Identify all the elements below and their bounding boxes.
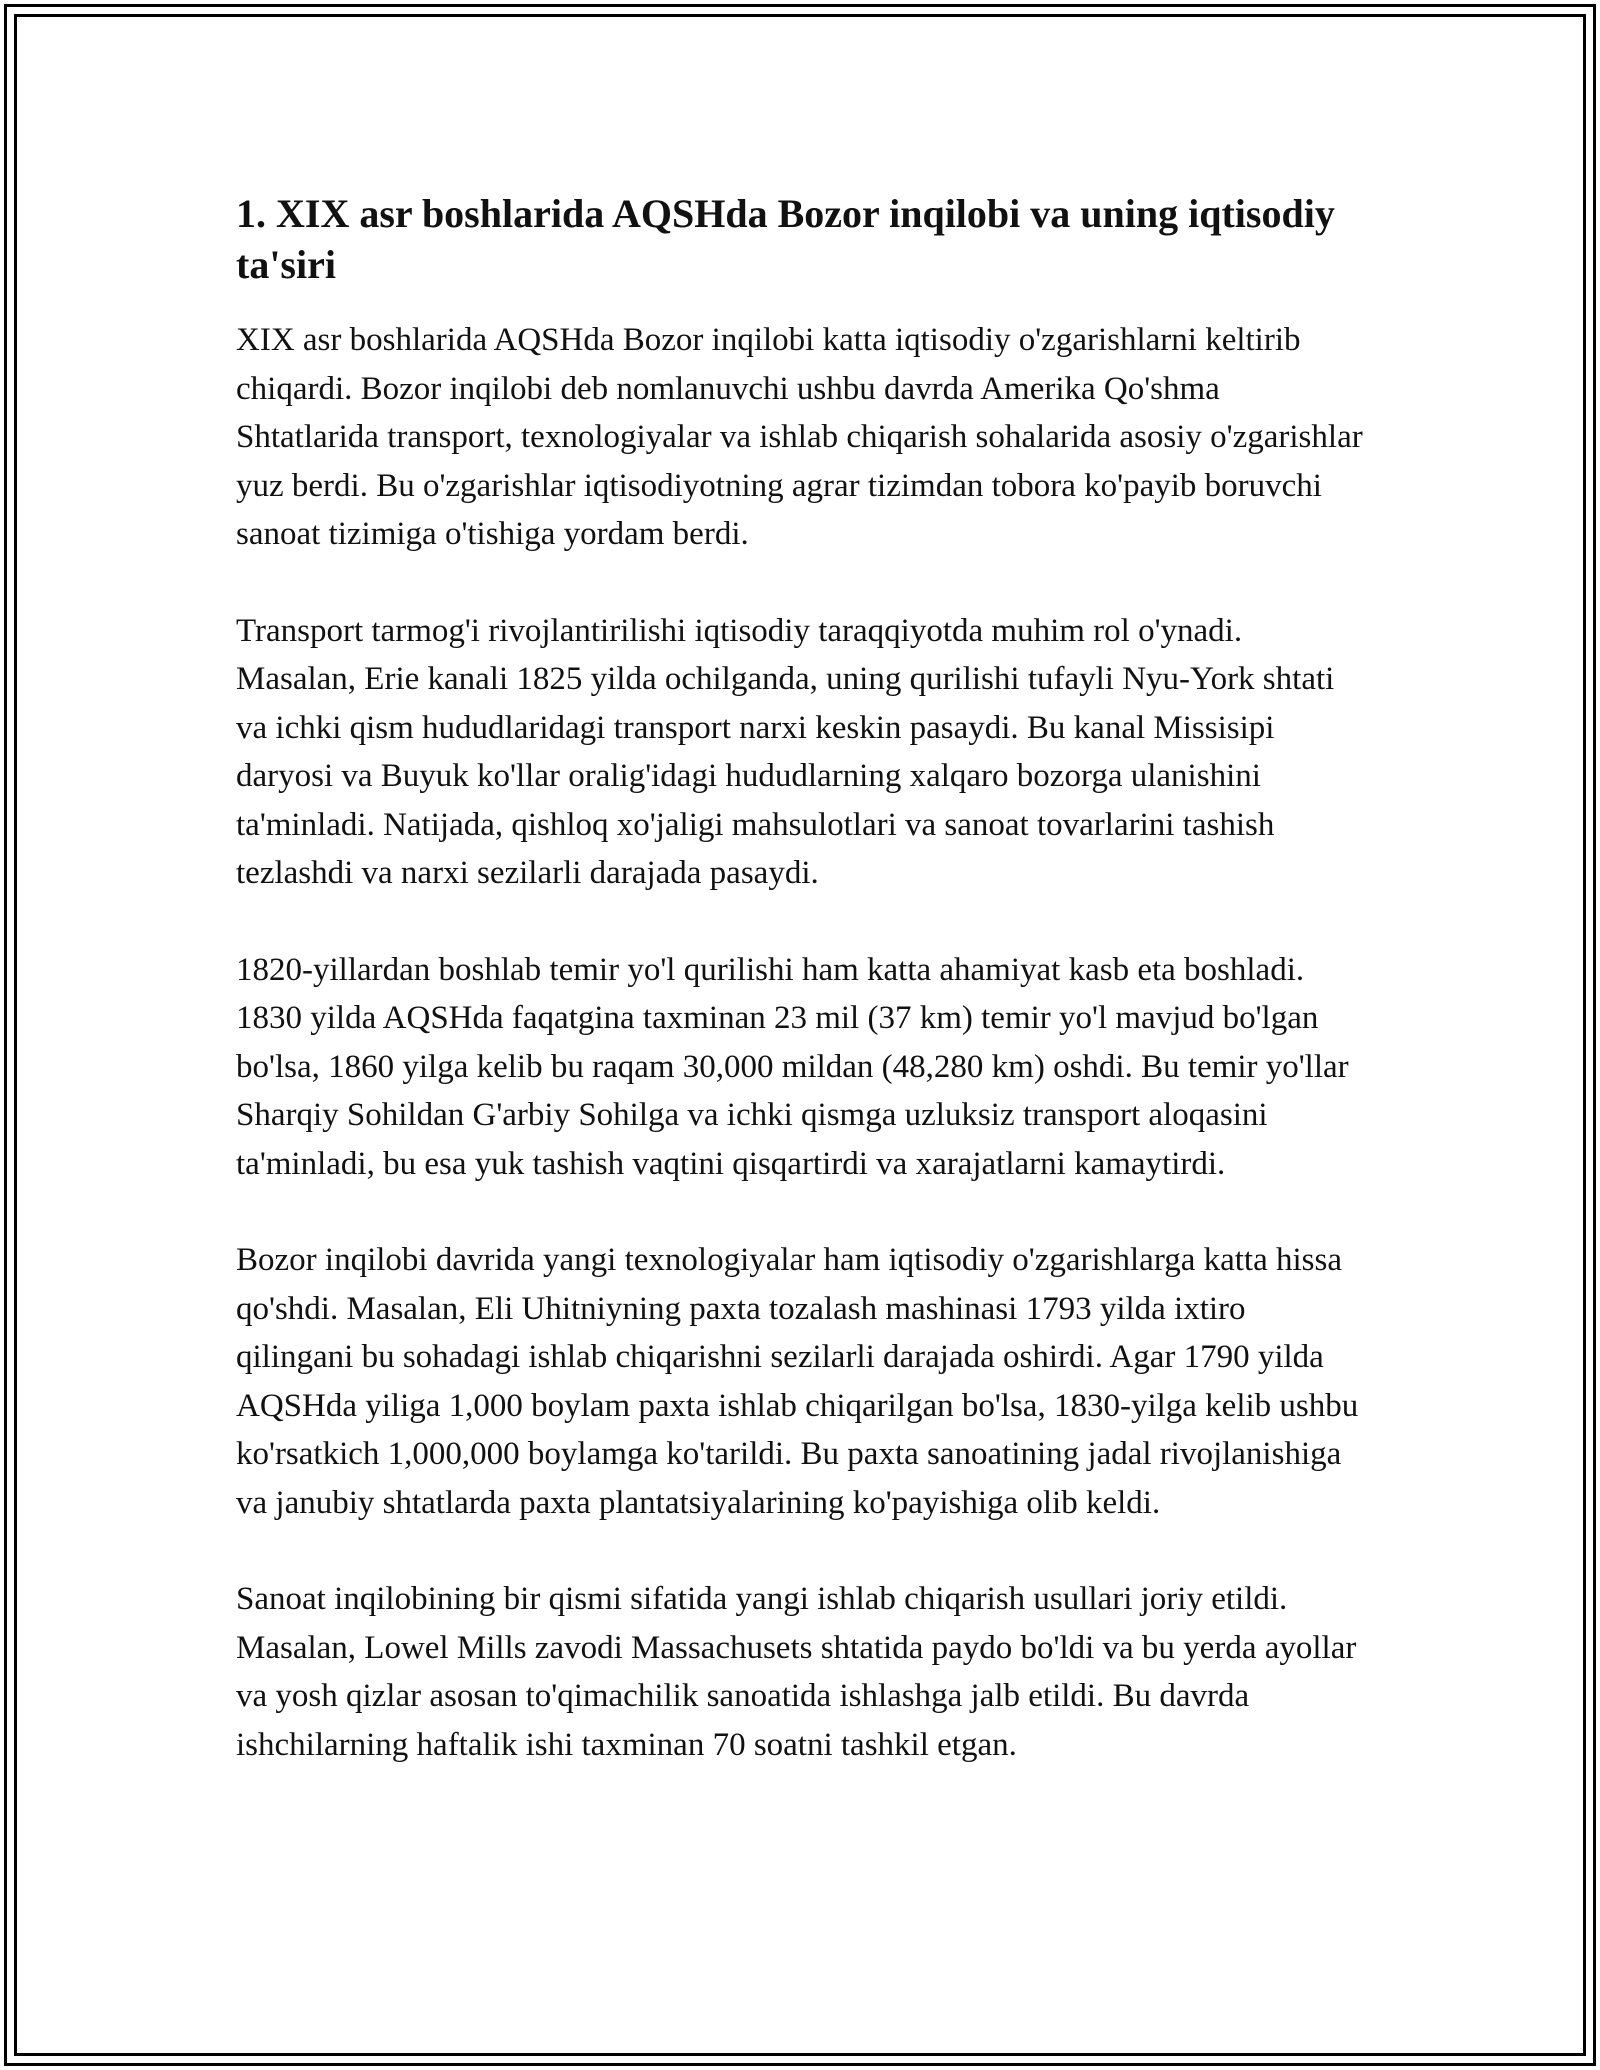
document-body	[236, 188, 1368, 1769]
paragraph-transport: Transport tarmog'i rivojlantirilishi iqtisodiy taraqqiyotda muhim rol o'ynadi. Masalan, Erie kanali 1825 yilda ochilganda, uning qurilishi tufayli Nyu-York shtati va ichki qism hududlaridagi transport narxi keskin pasaydi. Bu kanal Missisipi daryosi va Buyuk ko'llar oralig'idagi hududlarning xalqaro bozorga ulanishini ta'minladi. Natijada, qishloq xo'jaligi mahsulotlari va sanoat tovarlarini tashish tezlashdi va narxi sezilarli darajada pasaydi.	[236, 612, 1335, 891]
section-heading: 1. XIX asr boshlarida AQSHda Bozor inqilobi va uning iqtisodiy ta'siri	[236, 191, 1335, 287]
paragraph-manufacturing: Sanoat inqilobining bir qismi sifatida yangi ishlab chiqarish usullari joriy etildi. Masalan, Lowel Mills zavodi Massachusets shtatida paydo bo'ldi va bu yerda ayollar va yosh qizlar asosan to'qimachilik sanoatida ishlashga jalb etildi. Bu davrda ishchilarning haftalik ishi taxminan 70 soatni tashkil etgan.	[236, 1581, 1357, 1763]
paragraph-railroads: 1820-yillardan boshlab temir yo'l qurilishi ham katta ahamiyat kasb eta boshladi. 1830 yilda AQSHda faqatgina taxminan 23 mil (37 km) temir yo'l mavjud bo'lgan bo'lsa, 1860 yilga kelib bu raqam 30,000 mildan (48,280 km) oshdi. Bu temir yo'llar Sharqiy Sohildan G'arbiy Sohilga va ichki qismga uzluksiz transport aloqasini ta'minladi, bu esa yuk tashish vaqtini qisqartirdi va xarajatlarni kamaytirdi.	[236, 951, 1349, 1182]
paragraph-intro: XIX asr boshlarida AQSHda Bozor inqilobi katta iqtisodiy o'zgarishlarni keltirib chiqardi. Bozor inqilobi deb nomlanuvchi ushbu davrda Amerika Qo'shma Shtatlarida transport, texnologiyalar va ishlab chiqarish sohalarida asosiy o'zgarishlar yuz berdi. Bu o'zgarishlar iqtisodiyotning agrar tizimdan tobora ko'payib boruvchi sanoat tizimiga o'tishiga yordam berdi.	[236, 322, 1363, 552]
paragraph-technology: Bozor inqilobi davrida yangi texnologiyalar ham iqtisodiy o'zgarishlarga katta hissa qo'shdi. Masalan, Eli Uhitniyning paxta tozalash mashinasi 1793 yilda ixtiro qilingani bu sohadagi ishlab chiqarishni sezilarli darajada oshirdi. Agar 1790 yilda AQSHda yiliga 1,000 boylam paxta ishlab chiqarilgan bo'lsa, 1830-yilga kelib ushbu ko'rsatkich 1,000,000 boylamga ko'tarildi. Bu paxta sanoatining jadal rivojlanishiga va janubiy shtatlarda paxta plantatsiyalarining ko'payishiga olib keldi.	[236, 1242, 1359, 1521]
